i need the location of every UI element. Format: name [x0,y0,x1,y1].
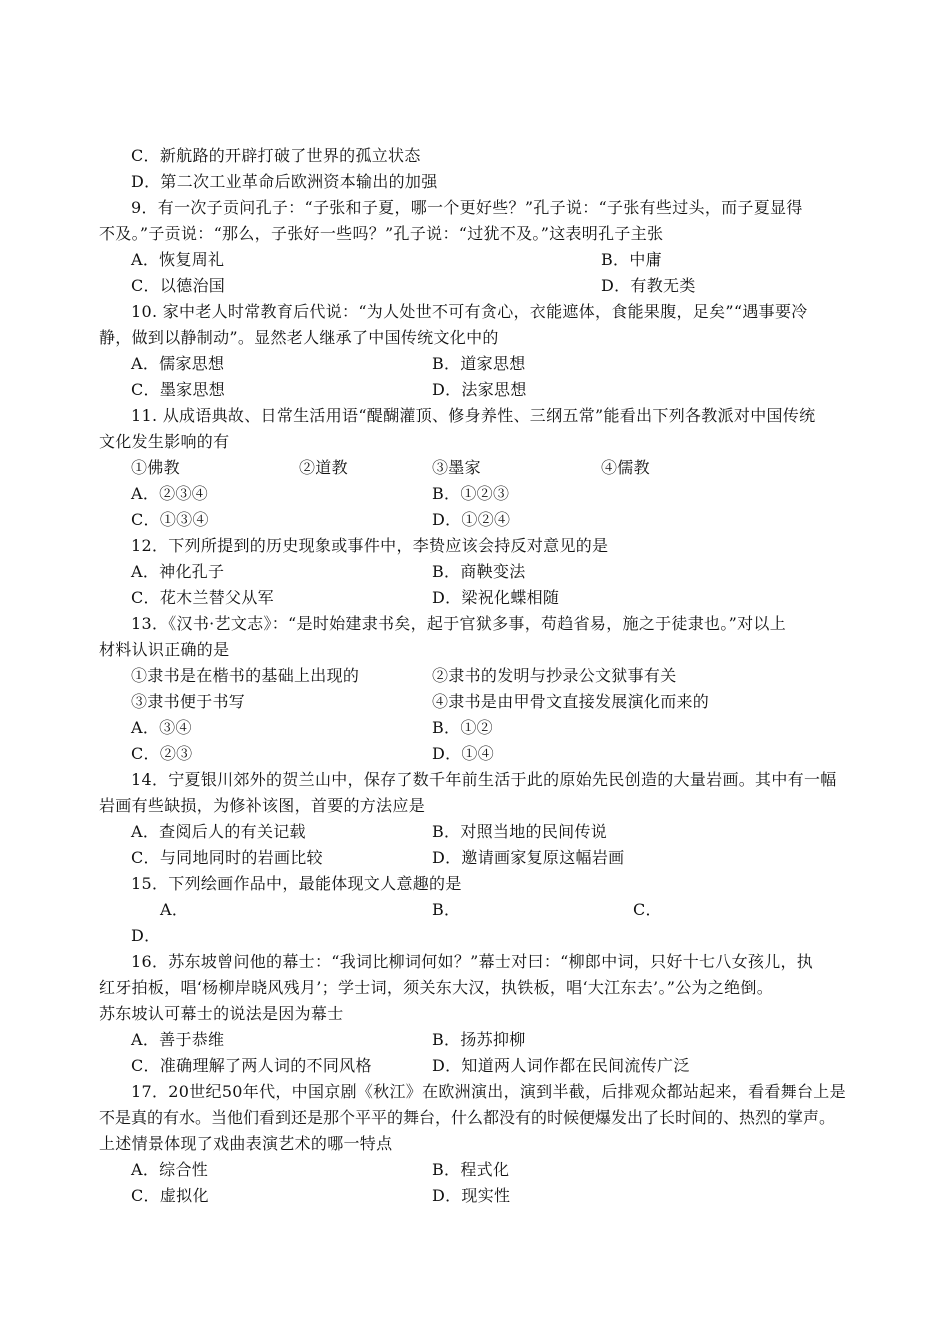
q13-item-2: ②隶书的发明与抄录公文狱事有关 [432,666,677,685]
q17-option-d: D．现实性 [432,1186,511,1205]
option-d-text: D．第二次工业革命后欧洲资本输出的加强 [131,172,438,191]
question-15-stem: 15．下列绘画作品中，最能体现文人意趣的是 [131,874,462,893]
q12-option-c: C．花木兰替父从军 [131,588,274,607]
question-16-stem: 16．苏东坡曾问他的幕士：“我词比柳词何如？”幕士对曰：“柳郎中词，只好十七八女孩儿，执 [131,952,814,971]
q14-option-d: D．邀请画家复原这幅岩画 [432,848,625,867]
q16-option-d: D．知道两人词作都在民间流传广泛 [432,1056,690,1075]
q14-option-a: A．查阅后人的有关记载 [131,822,306,841]
q10-option-d: D．法家思想 [432,380,527,399]
q17-option-a: A．综合性 [131,1160,209,1179]
question-10-stem: 10. 家中老人时常教育后代说：“为人处世不可有贪心，衣能遮体，食能果腹，足矣”“遇事要冷 [131,302,808,321]
q11-item-1: ①佛教 [131,458,180,477]
q12-option-b: B．商鞅变法 [432,562,526,581]
q16-option-c: C．准确理解了两人词的不同风格 [131,1056,372,1075]
q10-option-b: B．道家思想 [432,354,526,373]
q9-option-a: A．恢复周礼 [131,250,225,269]
q15-option-d: D． [131,926,161,945]
q13-option-a: A．③④ [131,718,192,737]
question-9-stem: 9．有一次子贡问孔子：“子张和子夏，哪一个更好些？”孔子说：“子张有些过头，而子夏显得 [131,198,803,217]
q12-option-a: A．神化孔子 [131,562,225,581]
question-16-stem-cont: 红牙拍板，唱‘杨柳岸晓风残月’；学士词，须关东大汉，执铁板，唱‘大江东去’。”公为之绝倒。 [99,978,774,997]
q11-option-c: C．①③④ [131,510,209,529]
q13-item-3: ③隶书便于书写 [131,692,246,711]
q11-option-a: A．②③④ [131,484,209,503]
question-17-stem-cont-2: 上述情景体现了戏曲表演艺术的哪一特点 [99,1134,393,1153]
question-14-stem-cont: 岩画有些缺损，为修补该图，首要的方法应是 [99,796,426,815]
question-11-stem-cont: 文化发生影响的有 [99,432,230,451]
q16-option-a: A．善于恭维 [131,1030,225,1049]
q10-option-c: C．墨家思想 [131,380,226,399]
q13-item-4: ④隶书是由甲骨文直接发展演化而来的 [432,692,710,711]
question-9-stem-cont: 不及。”子贡说：“那么，子张好一些吗？”孔子说：“过犹不及。”这表明孔子主张 [99,224,664,243]
question-13-stem: 13．《汉书·艺文志》：“是时始建隶书矣，起于官狱多事，苟趋省易，施之于徒隶也。”对以上 [131,614,787,633]
question-12-stem: 12．下列所提到的历史现象或事件中，李贽应该会持反对意见的是 [131,536,609,555]
question-16-stem-cont-2: 苏东坡认可幕士的说法是因为幕士 [99,1004,344,1023]
q15-option-a: A． [160,900,189,919]
question-14-stem: 14．宁夏银川郊外的贺兰山中，保存了数千年前生活于此的原始先民创造的大量岩画。其中有一幅 [131,770,837,789]
q17-option-c: C．虚拟化 [131,1186,209,1205]
q9-option-c: C．以德治国 [131,276,226,295]
q14-option-c: C．与同地同时的岩画比较 [131,848,323,867]
q11-option-b: B．①②③ [432,484,510,503]
q9-option-d: D．有教无类 [601,276,696,295]
q15-option-c: C． [633,900,662,919]
q13-option-c: C．②③ [131,744,193,763]
q13-item-1: ①隶书是在楷书的基础上出现的 [131,666,360,685]
q11-item-2: ②道教 [299,458,348,477]
q11-option-d: D．①②④ [432,510,511,529]
q10-option-a: A．儒家思想 [131,354,225,373]
q15-option-b: B． [432,900,461,919]
q11-item-3: ③墨家 [432,458,481,477]
question-10-stem-cont: 静，做到以静制动”。显然老人继承了中国传统文化中的 [99,328,499,347]
q16-option-b: B．扬苏抑柳 [432,1030,526,1049]
option-c-text: C．新航路的开辟打破了世界的孤立状态 [131,146,421,165]
q9-option-b: B．中庸 [601,250,662,269]
q12-option-d: D．梁祝化蝶相随 [432,588,560,607]
question-11-stem: 11. 从成语典故、日常生活用语“醍醐灌顶、修身养性、三纲五常”能看出下列各教派对中国传统 [131,406,816,425]
q11-item-4: ④儒教 [601,458,650,477]
q13-option-b: B．①② [432,718,493,737]
question-17-stem: 17．20世纪50年代，中国京剧《秋江》在欧洲演出，演到半截，后排观众都站起来，看看舞台上是 [131,1082,846,1101]
q17-option-b: B．程式化 [432,1160,510,1179]
q13-option-d: D．①④ [432,744,495,763]
question-13-stem-cont: 材料认识正确的是 [99,640,230,659]
question-17-stem-cont: 不是真的有水。当他们看到还是那个平平的舞台，什么都没有的时候便爆发出了长时间的、热烈的掌声。 [99,1108,836,1127]
q14-option-b: B．对照当地的民间传说 [432,822,608,841]
